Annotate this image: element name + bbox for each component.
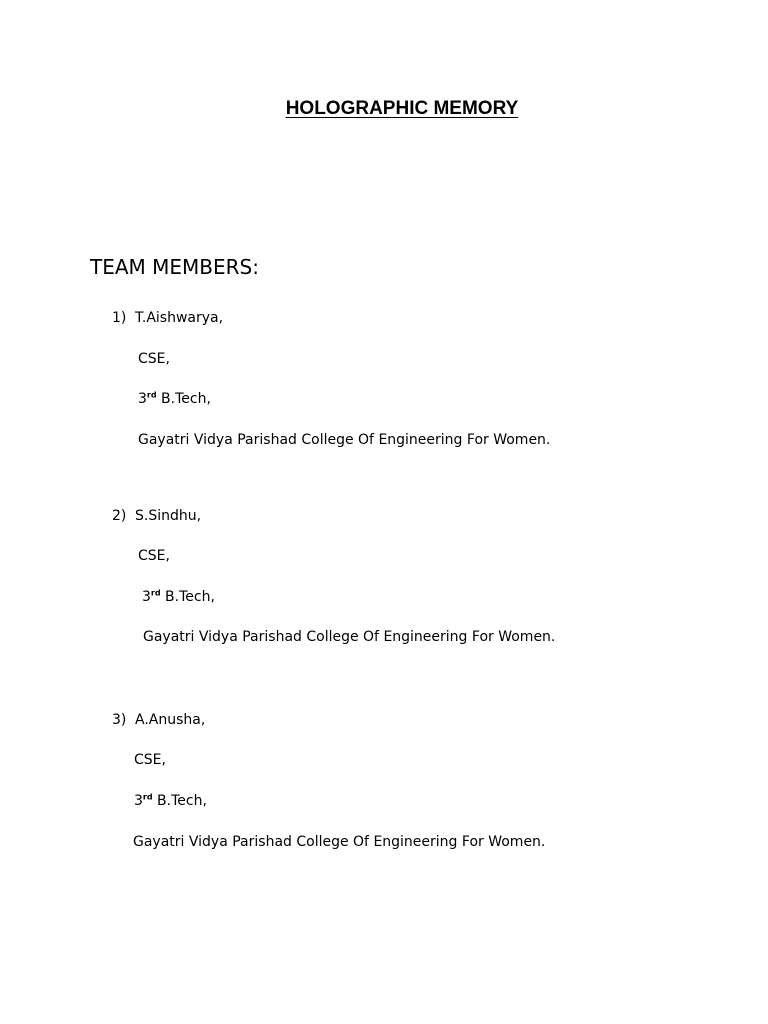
member-2-number: 2) xyxy=(112,508,127,524)
member-3-name: A.Anusha, xyxy=(135,712,206,728)
member-2-year-number: 3 xyxy=(142,589,151,605)
member-1-name: T.Aishwarya, xyxy=(135,310,224,326)
member-1-year-suffix: rd xyxy=(146,390,157,400)
team-members-heading: TEAM MEMBERS: xyxy=(90,255,259,279)
member-2-year-degree: B.Tech, xyxy=(160,589,215,605)
member-3-year xyxy=(134,793,207,809)
member-3-year-suffix: rd xyxy=(142,792,153,802)
member-2-year xyxy=(142,589,215,605)
member-1-year-degree: B.Tech, xyxy=(156,391,211,407)
member-3-college: Gayatri Vidya Parishad College Of Engineering For Women. xyxy=(133,834,546,850)
member-2-department: CSE, xyxy=(138,548,170,564)
member-2-name-line xyxy=(112,508,201,524)
document-title: HOLOGRAPHIC MEMORY xyxy=(285,98,519,119)
member-1-number: 1) xyxy=(112,310,127,326)
member-3-department: CSE, xyxy=(134,752,166,768)
member-1-department: CSE, xyxy=(138,351,170,367)
member-3-year-number: 3 xyxy=(134,793,143,809)
member-3-number: 3) xyxy=(112,712,127,728)
member-2-college: Gayatri Vidya Parishad College Of Engineering For Women. xyxy=(143,629,556,645)
member-3-name-line xyxy=(112,712,205,728)
member-2-name: S.Sindhu, xyxy=(135,508,202,524)
member-1-college: Gayatri Vidya Parishad College Of Engineering For Women. xyxy=(138,432,551,448)
member-1-year xyxy=(138,391,211,407)
member-1-year-number: 3 xyxy=(138,391,147,407)
member-1-name-line xyxy=(112,310,223,326)
member-3-year-degree: B.Tech, xyxy=(152,793,207,809)
member-2-year-suffix: rd xyxy=(150,588,161,598)
